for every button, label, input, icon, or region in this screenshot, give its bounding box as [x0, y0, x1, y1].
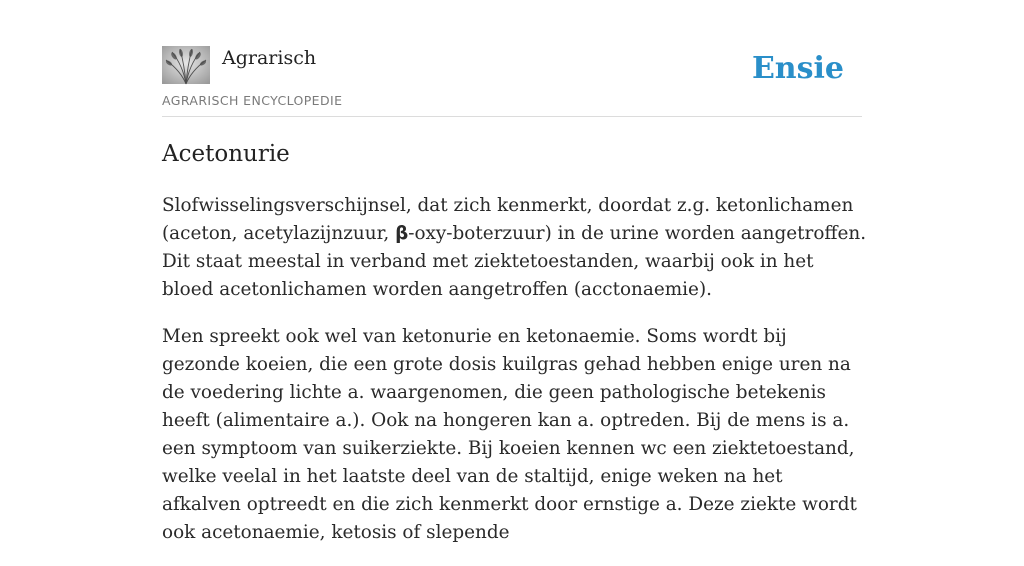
beta-symbol: β: [395, 223, 409, 244]
source-avatar[interactable]: [162, 46, 210, 84]
article-body: [162, 192, 867, 566]
paragraph-1: [162, 192, 867, 304]
paragraph-1-part-a: Slofwisselingsverschijnsel, dat zich kenmerkt, doordat z.g. ketonlichamen (aceton, acetylazijnzuur,: [162, 195, 854, 244]
page-title: Acetonurie: [162, 141, 290, 167]
paragraph-1-part-b: -oxy-boterzuur) in de urine worden aangetroffen. Dit staat meestal in verband met ziektetoestanden, waarbij ook in het bloed acetonlichamen worden aangetroffen (acctonaemie).: [162, 223, 867, 300]
source-name[interactable]: Agrarisch: [222, 47, 317, 69]
brand-logo[interactable]: Ensie: [751, 51, 844, 86]
source-subtitle: AGRARISCH ENCYCLOPEDIE: [162, 93, 343, 108]
paragraph-2: Men spreekt ook wel van ketonurie en ketonaemie. Soms wordt bij gezonde koeien, die een grote dosis kuilgras gehad hebben enige uren na de voedering lichte a. waargenomen, die geen pathologische betekenis heeft (alimentaire a.). Ook na hongeren kan a. optreden. Bij de mens is a. een symptoom van suikerziekte. Bij koeien kennen wc een ziektetoestand, welke veelal in het laatste deel van de staltijd, enige weken na het afkalven optreedt en die zich kenmerkt door ernstige a. Deze ziekte wordt ook acetonaemie, ketosis of slepende: [162, 326, 857, 543]
wheat-ears-icon: [162, 46, 210, 84]
header: [162, 0, 862, 117]
